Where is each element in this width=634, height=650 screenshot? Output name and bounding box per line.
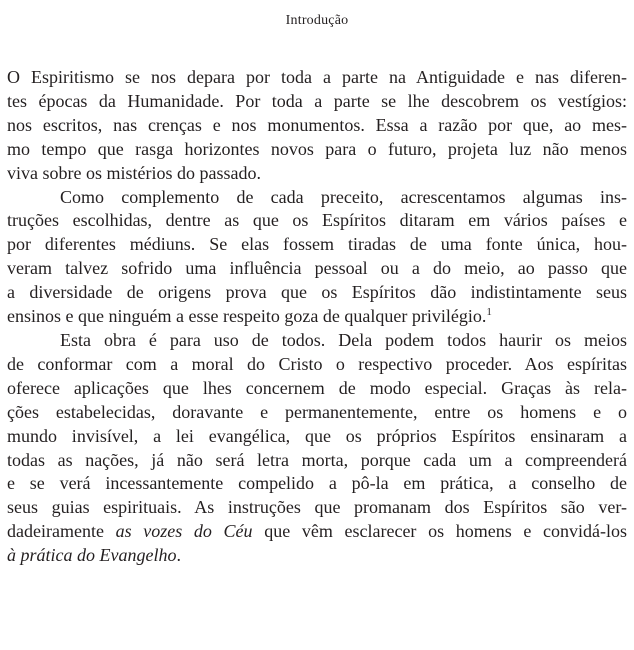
text-line: Esta obra é para uso de todos. Dela podem todos haurir os meios: [60, 329, 627, 350]
text-line: seus guias espirituais. As instruções que promanam dos Espíritos são ver-: [7, 497, 627, 518]
text-line: todas as nações, já não será letra morta, porque cada um a compreenderá: [7, 449, 627, 470]
text-line-final: [7, 544, 627, 568]
text-segment: dadeiramente: [7, 521, 116, 542]
italic-phrase: à prática do Evangelho: [7, 545, 177, 566]
italic-phrase: as vozes do Céu: [115, 521, 253, 542]
text-line: por diferentes médiuns. Se elas fossem tiradas de uma fonte única, hou-: [7, 234, 627, 255]
running-head: Introdução: [285, 13, 349, 28]
text-line: a diversidade de origens prova que os Espíritos dão indistintamente seus: [7, 282, 627, 303]
text-line: e se verá incessantemente compelido a pô-la em prática, a conselho de: [7, 473, 627, 494]
text-line-content: ensinos e que ninguém a esse respeito goza de qualquer privilégio.: [7, 306, 487, 327]
text-line: mo tempo que rasga horizontes novos para o futuro, projeta luz não menos: [7, 138, 627, 159]
text-line: truções escolhidas, dentre as que os Espíritos ditaram em vários países e: [7, 210, 627, 231]
body-text: [7, 66, 627, 568]
text-line: nos escritos, nas crenças e nos monumentos. Essa a razão por que, ao mes-: [7, 114, 627, 135]
text-line: de conformar com a moral do Cristo o respectivo proceder. Aos espíritas: [7, 353, 627, 374]
text-segment: que vêm esclarecer os homens e convidá-los: [252, 521, 627, 542]
text-line: veram talvez sofrido uma influência pessoal ou a do meio, ao passo que: [7, 258, 627, 279]
text-line: viva sobre os mistérios do passado.: [7, 162, 261, 183]
text-line: mundo invisível, a lei evangélica, que os próprios Espíritos ensinaram a: [7, 425, 627, 446]
text-line: Como complemento de cada preceito, acrescentamos algumas ins-: [60, 186, 627, 207]
text-segment: .: [176, 545, 181, 566]
text-line-with-footnote: [7, 305, 627, 329]
footnote-marker[interactable]: 1: [486, 306, 492, 319]
paragraph-1: [7, 66, 627, 186]
text-line: ções estabelecidas, doravante e permanentemente, entre os homens e o: [7, 401, 627, 422]
text-line: oferece aplicações que lhes concernem de modo especial. Graças às rela-: [7, 377, 627, 398]
paragraph-2: [7, 186, 627, 329]
text-line: O Espiritismo se nos depara por toda a parte na Antiguidade e nas diferen-: [7, 67, 627, 87]
paragraph-3: [7, 329, 627, 568]
text-line-with-italic: [7, 520, 627, 544]
text-line: tes épocas da Humanidade. Por toda a parte se lhe descobrem os vestígios:: [7, 90, 627, 111]
